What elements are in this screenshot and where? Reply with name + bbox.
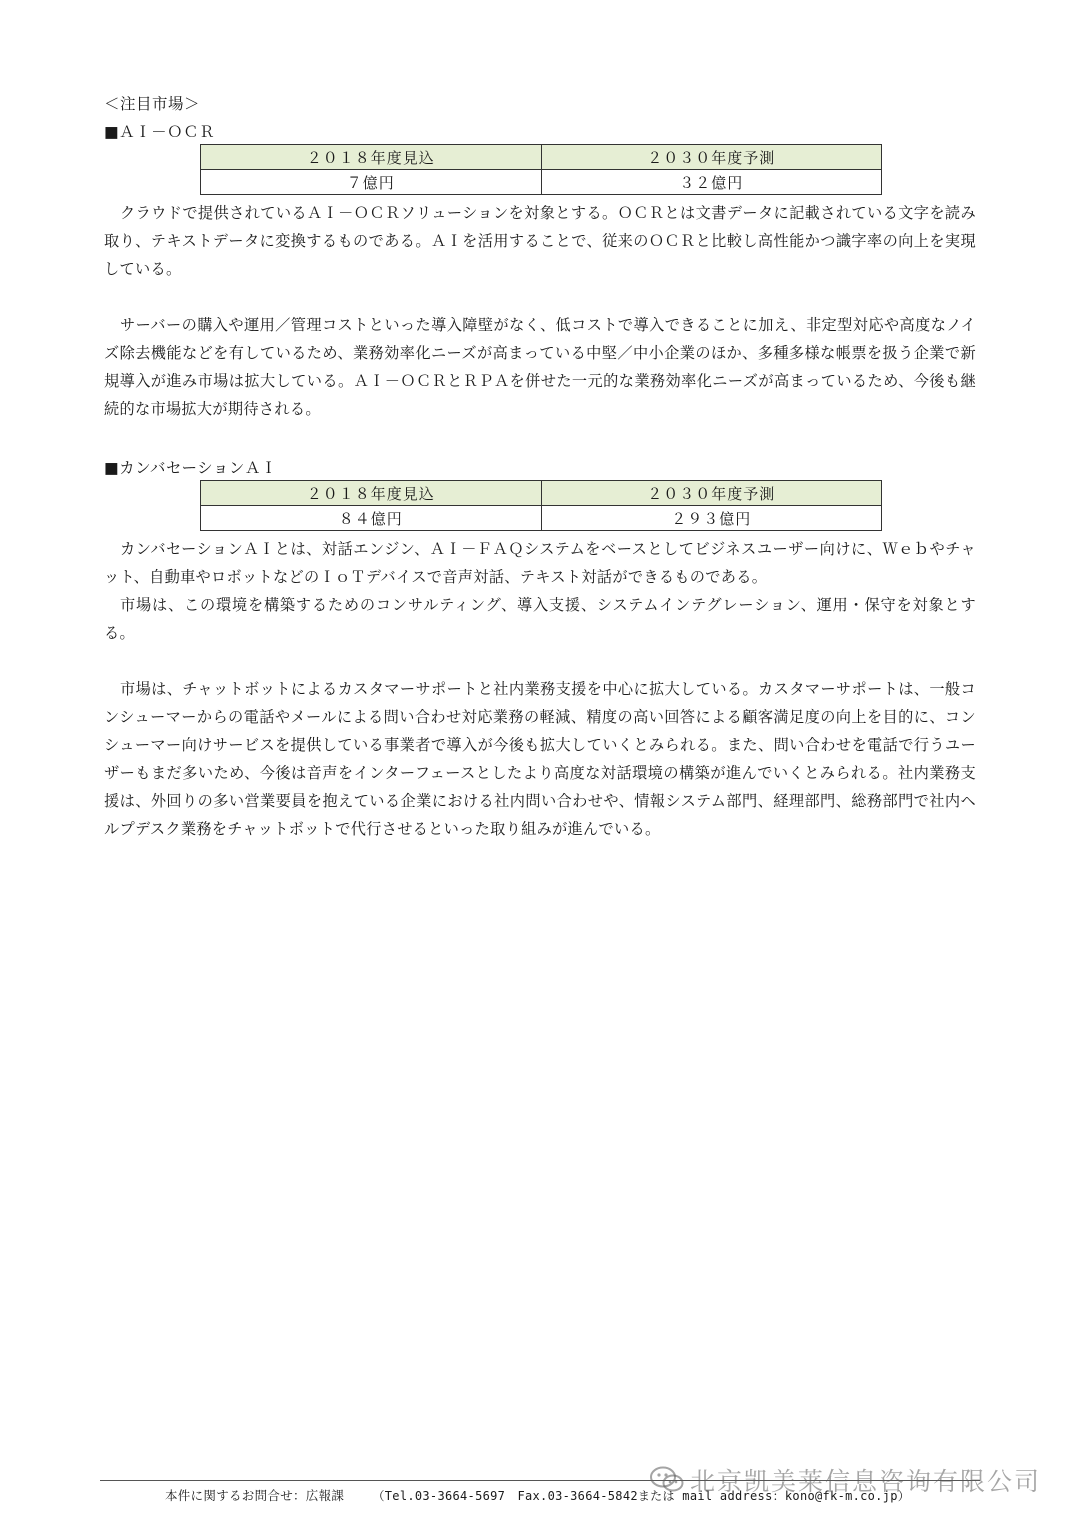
conv-heading: ■カンバセーションＡＩ [104,459,277,477]
table-cell-2030: ３２億円 [541,170,882,195]
table-cell-2018: ８４億円 [201,506,542,531]
table-header-row [201,481,882,506]
watermark [650,1462,1041,1498]
table-cell-2030: ２９３億円 [541,506,882,531]
section-title: ＜注目市場＞ [104,95,201,113]
table-header-2030: ２０３０年度予測 [541,481,882,506]
conv-market-table [200,480,882,531]
table-header-2030: ２０３０年度予測 [541,145,882,170]
wechat-icon [650,1466,684,1494]
table-header-2018: ２０１８年度見込 [201,481,542,506]
table-header-row [201,145,882,170]
table-row [201,170,882,195]
conv-paragraph-3: 市場は、チャットボットによるカスタマーサポートと社内業務支援を中心に拡大している。カスタマーサポートは、一般コンシューマーからの電話やメールによる問い合わせ対応業務の軽減、精度の高い回答による顧客満足度の向上を目的に、コンシューマー向けサービスを提供している事業者で導入が今後も拡大していくとみられる。また、問い合わせを電話で行うユーザーもまだ多いため、今後は音声をインターフェースとしたより高度な対話環境の構築が進んでいくとみられる。社内業務支援は、外回りの多い営業要員を抱えている企業における社内問い合わせや、情報システム部門、経理部門、総務部門で社内ヘルプデスク業務をチャットボットで代行させるといった取り組みが進んでいる。 [104,680,976,838]
ocr-paragraph-2: サーバーの購入や運用／管理コストといった導入障壁がなく、低コストで導入できることに加え、非定型対応や高度なノイズ除去機能などを有しているため、業務効率化ニーズが高まっている中堅／中小企業のほか、多種多様な帳票を扱う企業で新規導入が進み市場は拡大している。ＡＩ－ＯＣＲとＲＰＡを併せた一元的な業務効率化ニーズが高まっているため、今後も継続的な市場拡大が期待される。 [104,316,976,418]
footer-contact-details: （Tel.03-3664-5697 Fax.03-3664-5842または mail address：kono@fk-m.co.jp） [372,1489,911,1503]
table-cell-2018: ７億円 [201,170,542,195]
conv-paragraph-2: 市場は、この環境を構築するためのコンサルティング、導入支援、システムインテグレーション、運用・保守を対象とする。 [104,596,976,642]
watermark-text: 北京凯美莱信息咨询有限公司 [690,1467,1042,1496]
table-header-2018: ２０１８年度見込 [201,145,542,170]
ocr-heading: ■ＡＩ－ＯＣＲ [104,123,216,141]
ocr-paragraph-1: クラウドで提供されているＡＩ－ＯＣＲソリューションを対象とする。ＯＣＲとは文書データに記載されている文字を読み取り、テキストデータに変換するものである。ＡＩを活用することで、従来のＯＣＲと比較し高性能かつ識字率の向上を実現している。 [104,204,976,278]
footer-label: 本件に関するお問合せ：広報課 [165,1488,345,1503]
table-row [201,506,882,531]
ocr-market-table [200,144,882,195]
conv-paragraph-1: カンバセーションＡＩとは、対話エンジン、ＡＩ－ＦＡＱシステムをベースとしてビジネスユーザー向けに、Ｗｅｂやチャット、自動車やロボットなどのＩｏＴデバイスで音声対話、テキスト対話ができるものである。 [104,540,976,586]
